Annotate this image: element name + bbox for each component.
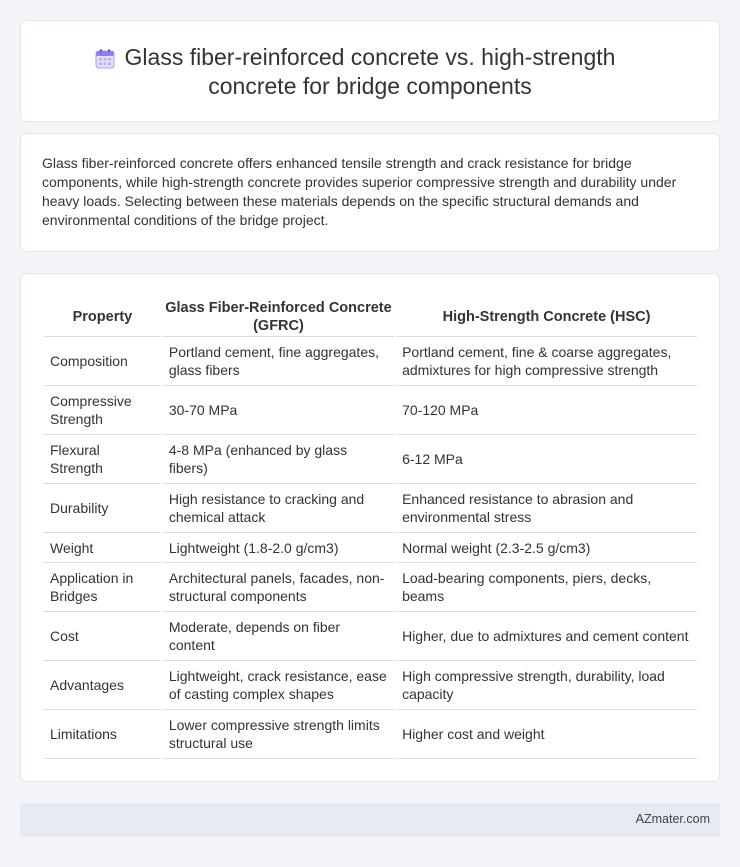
cell-property: Durability bbox=[44, 484, 161, 533]
intro-card bbox=[20, 133, 720, 252]
cell-hsc: Enhanced resistance to abrasion and environmental stress bbox=[396, 484, 697, 533]
cell-property: Composition bbox=[44, 337, 161, 386]
cell-gfrc: Portland cement, fine aggregates, glass fibers bbox=[163, 337, 394, 386]
intro-paragraph: Glass fiber-reinforced concrete offers enhanced tensile strength and crack resistance for bridge components, while high-strength concrete provides superior compressive strength and durability under heavy loads. Selecting between these materials depends on the specific structural demands and environmental conditions of the bridge project. bbox=[42, 155, 677, 228]
table-row bbox=[44, 563, 697, 612]
cell-hsc: 6-12 MPa bbox=[396, 435, 697, 484]
table-row bbox=[44, 710, 697, 759]
cell-property: Cost bbox=[44, 612, 161, 661]
header-hsc: High-Strength Concrete (HSC) bbox=[396, 298, 697, 337]
cell-hsc: Higher, due to admixtures and cement content bbox=[396, 612, 697, 661]
cell-property: Flexural Strength bbox=[44, 435, 161, 484]
footer-bar bbox=[20, 803, 720, 837]
cell-property: Advantages bbox=[44, 661, 161, 710]
table-row bbox=[44, 484, 697, 533]
table-row bbox=[44, 337, 697, 386]
comparison-table bbox=[42, 298, 699, 759]
cell-gfrc: Lightweight (1.8-2.0 g/cm3) bbox=[163, 533, 394, 563]
cell-gfrc: 4-8 MPa (enhanced by glass fibers) bbox=[163, 435, 394, 484]
title-card bbox=[20, 20, 720, 122]
cell-gfrc: High resistance to cracking and chemical attack bbox=[163, 484, 394, 533]
table-row bbox=[44, 612, 697, 661]
header-property: Property bbox=[44, 298, 161, 337]
table-row bbox=[44, 386, 697, 435]
cell-hsc: High compressive strength, durability, load capacity bbox=[396, 661, 697, 710]
cell-property: Compressive Strength bbox=[44, 386, 161, 435]
page-title bbox=[21, 43, 719, 101]
cell-property: Weight bbox=[44, 533, 161, 563]
table-header-row bbox=[44, 298, 697, 337]
footer-brand-link[interactable]: AZmater.com bbox=[635, 812, 710, 826]
cell-hsc: 70-120 MPa bbox=[396, 386, 697, 435]
cell-gfrc: Architectural panels, facades, non-structural components bbox=[163, 563, 394, 612]
cell-hsc: Load-bearing components, piers, decks, beams bbox=[396, 563, 697, 612]
cell-gfrc: Lightweight, crack resistance, ease of casting complex shapes bbox=[163, 661, 394, 710]
header-gfrc: Glass Fiber-Reinforced Concrete (GFRC) bbox=[163, 298, 394, 337]
comparison-card bbox=[20, 273, 720, 782]
cell-hsc: Portland cement, fine & coarse aggregates, admixtures for high compressive strength bbox=[396, 337, 697, 386]
page-title-line-1: Glass fiber-reinforced concrete vs. high-strength bbox=[124, 44, 616, 70]
cell-gfrc: Moderate, depends on fiber content bbox=[163, 612, 394, 661]
cell-property: Limitations bbox=[44, 710, 161, 759]
cell-property: Application in Bridges bbox=[44, 563, 161, 612]
cell-gfrc: Lower compressive strength limits structural use bbox=[163, 710, 394, 759]
table-row bbox=[44, 661, 697, 710]
table-row bbox=[44, 435, 697, 484]
cell-hsc: Higher cost and weight bbox=[396, 710, 697, 759]
cell-hsc: Normal weight (2.3-2.5 g/cm3) bbox=[396, 533, 697, 563]
cell-gfrc: 30-70 MPa bbox=[163, 386, 394, 435]
page-title-line-2: concrete for bridge components bbox=[208, 73, 532, 99]
table-row bbox=[44, 533, 697, 563]
